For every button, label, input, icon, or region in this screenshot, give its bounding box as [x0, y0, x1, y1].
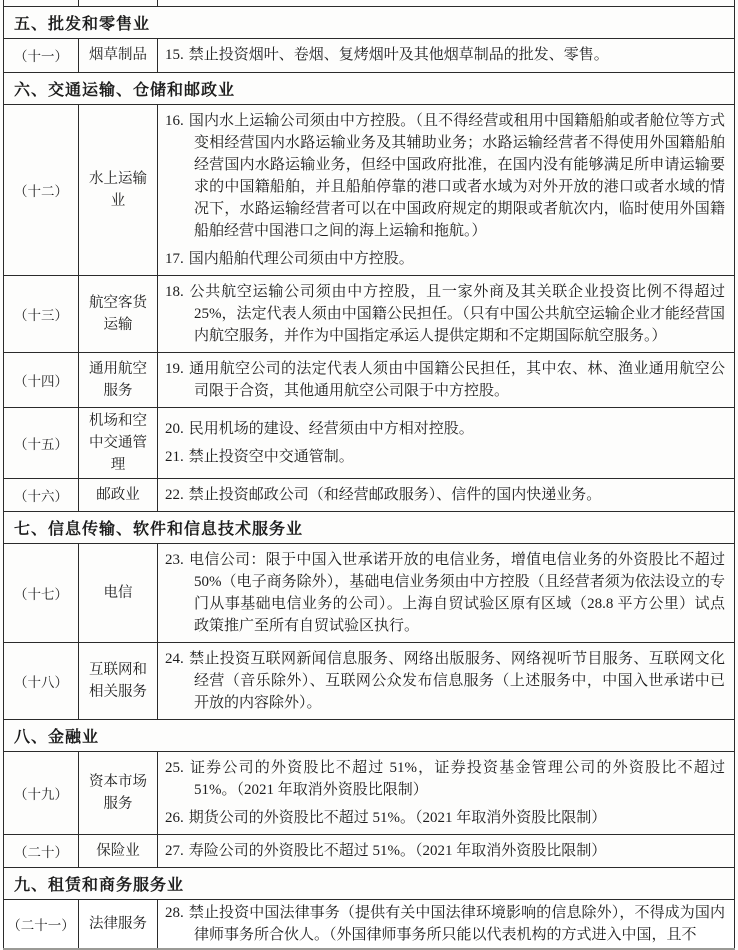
item-text: 禁止投资互联网新闻信息服务、网络出版服务、网络视听节目服务、互联网文化经营（音乐除外）、互联网公众发布信息服务（上述服务中，中国入世承诺中已开放的内容除外）。	[188, 650, 725, 711]
table-row	[4, 104, 735, 275]
item-number: 25.	[165, 759, 184, 776]
row-ordinal: （十二）	[4, 104, 79, 275]
item-text: 禁止投资空中交通管制。	[188, 448, 354, 465]
row-ordinal: （十九）	[4, 751, 79, 834]
item-text: 电信公司：限于中国入世承诺开放的电信业务，增值电信业务的外资股比不超过50%（电子商务除外），基础电信业务须由中方控股（且经营者须为依法设立的专门从事基础电信业务的公司）。上海自贸试验区原有区域（28.8 平方公里）试点政策推广至所有自贸试验区执行。	[188, 551, 725, 634]
row-field: 互联网和相关服务	[79, 642, 158, 719]
row-measures	[158, 899, 735, 949]
section-header-row	[4, 719, 735, 751]
row-measures	[158, 407, 735, 478]
row-field: 保险业	[79, 834, 158, 867]
section-title: 八、金融业	[4, 719, 735, 751]
table-row	[4, 751, 735, 834]
item-text: 禁止投资中国法律事务（提供有关中国法律环境影响的信息除外），不得成为国内律师事务所合伙人。（外国律师事务所只能以代表机构的方式进入中国，且不	[188, 904, 725, 943]
item-text: 期货公司的外资股比不超过 51%。（2021 年取消外资股比限制）	[188, 809, 607, 826]
item-number: 20.	[165, 420, 184, 437]
item-text: 民用机场的建设、经营须由中方相对控股。	[188, 420, 474, 437]
item-text: 公共航空运输公司须由中方控股，且一家外商及其关联企业投资比例不得超过25%，法定代表人须由中国籍公民担任。（只有中国公共航空运输企业才能经营国内航空服务，并作为中国指定承运人提供定期和不定期国际航空服务。）	[188, 283, 725, 344]
section-header-row	[4, 511, 735, 543]
list-item	[165, 281, 725, 347]
list-item	[165, 757, 725, 801]
item-text: 通用航空公司的法定代表人须由中国籍公民担任，其中农、林、渔业通用航空公司限于合资，其他通用航空公司限于中方控股。	[188, 360, 725, 399]
table-row	[4, 478, 735, 511]
item-number: 15.	[165, 47, 184, 63]
row-field: 烟草制品	[79, 38, 158, 72]
row-ordinal: （二十一）	[4, 899, 79, 949]
item-text: 证券公司的外资股比不超过 51%，证券投资基金管理公司的外资股比不超过51%。（2021 年取消外资股比限制）	[188, 759, 725, 798]
table-row	[4, 642, 735, 719]
list-item	[165, 807, 725, 829]
row-field: 邮政业	[79, 478, 158, 511]
row-field: 航空客货运输	[79, 275, 158, 352]
row-ordinal: （二十）	[4, 834, 79, 867]
item-number: 19.	[165, 360, 184, 377]
row-measures	[158, 104, 735, 275]
item-text: 禁止投资烟叶、卷烟、复烤烟叶及其他烟草制品的批发、零售。	[188, 47, 609, 63]
item-number: 22.	[165, 486, 184, 503]
list-item	[165, 549, 725, 637]
row-ordinal: （十一）	[4, 38, 79, 72]
row-ordinal: （十八）	[4, 642, 79, 719]
table-row	[4, 275, 735, 352]
item-number: 17.	[165, 250, 184, 267]
table-row	[4, 407, 735, 478]
item-number: 23.	[165, 551, 184, 568]
item-text: 国内水上运输公司须由中方控股。（且不得经营或租用中国籍船舶或者舱位等方式变相经营国内水路运输业务及其辅助业务；水路运输经营者不得使用外国籍船舶经营国内水路运输业务，但经中国政府批准，在国内没有能够满足所申请运输要求的中国籍船舶，并且船舶停靠的港口或者水域为对外开放的港口或者水域的情况下，水路运输经营者可以在中国政府规定的期限或者航次内，临时使用外国籍船舶经营中国港口之间的海上运输和拖航。）	[188, 112, 725, 239]
section-title: 七、信息传输、软件和信息技术服务业	[4, 511, 735, 543]
row-measures	[158, 478, 735, 511]
row-measures	[158, 642, 735, 719]
list-item	[165, 110, 725, 242]
item-number: 21.	[165, 448, 184, 465]
row-field: 水上运输业	[79, 104, 158, 275]
item-number: 27.	[165, 842, 184, 859]
list-item	[165, 902, 725, 946]
table-row	[4, 38, 735, 72]
item-number: 18.	[165, 283, 184, 300]
list-item	[165, 248, 725, 270]
section-title: 五、批发和零售业	[4, 6, 735, 38]
section-title: 九、租赁和商务服务业	[4, 867, 735, 899]
section-header-row	[4, 72, 735, 104]
list-item	[165, 484, 725, 506]
item-text: 寿险公司的外资股比不超过 51%。（2021 年取消外资股比限制）	[188, 842, 607, 859]
list-item	[165, 446, 725, 468]
item-number: 28.	[165, 904, 184, 921]
item-text: 禁止投资邮政公司（和经营邮政服务）、信件的国内快递业务。	[188, 486, 602, 503]
table-row	[4, 543, 735, 642]
row-ordinal: （十三）	[4, 275, 79, 352]
list-item	[165, 44, 725, 66]
row-field: 资本市场服务	[79, 751, 158, 834]
row-measures	[158, 834, 735, 867]
table-row	[4, 352, 735, 407]
row-measures	[158, 275, 735, 352]
row-field: 通用航空服务	[79, 352, 158, 407]
item-text: 国内船舶代理公司须由中方控股。	[188, 250, 414, 267]
table-row	[4, 834, 735, 867]
table-row	[4, 899, 735, 949]
row-ordinal: （十五）	[4, 407, 79, 478]
row-measures	[158, 543, 735, 642]
row-ordinal: （十四）	[4, 352, 79, 407]
item-number: 26.	[165, 809, 184, 826]
item-number: 16.	[165, 112, 184, 129]
section-header-row	[4, 867, 735, 899]
row-measures	[158, 751, 735, 834]
section-title: 六、交通运输、仓储和邮政业	[4, 72, 735, 104]
list-item	[165, 840, 725, 862]
item-number: 24.	[165, 650, 184, 667]
row-measures	[158, 352, 735, 407]
row-ordinal: （十七）	[4, 543, 79, 642]
row-field: 法律服务	[79, 899, 158, 949]
row-measures	[158, 38, 735, 72]
list-item	[165, 648, 725, 714]
section-header-row	[4, 6, 735, 38]
list-item	[165, 418, 725, 440]
negative-list-table	[3, 0, 735, 950]
row-field: 电信	[79, 543, 158, 642]
row-field: 机场和空中交通管理	[79, 407, 158, 478]
row-ordinal: （十六）	[4, 478, 79, 511]
list-item	[165, 358, 725, 402]
